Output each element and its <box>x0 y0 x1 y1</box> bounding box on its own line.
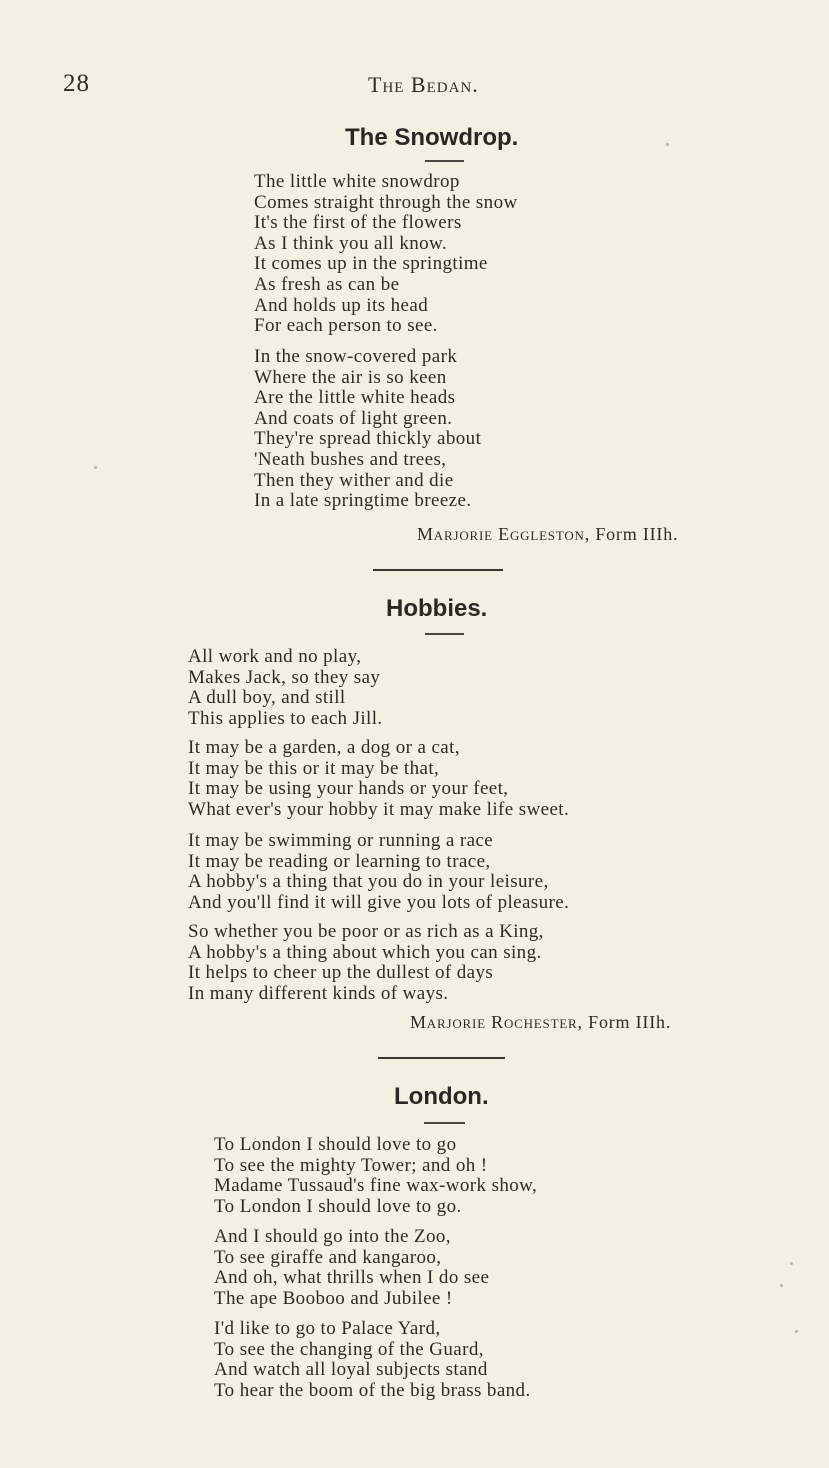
stanza <box>188 738 569 820</box>
poem-line: It may be reading or learning to trace, <box>188 850 491 872</box>
poem-line: It's the first of the flowers <box>254 212 462 234</box>
poem-line: To hear the boom of the big brass band. <box>214 1379 531 1401</box>
stanza <box>188 922 544 1004</box>
poem-line: It may be swimming or running a race <box>188 830 494 851</box>
poem-line: The ape Booboo and Jubilee ! <box>214 1287 453 1309</box>
poem-line: So whether you be poor or as rich as a King, <box>188 921 544 942</box>
poem-line: And watch all loyal subjects stand <box>214 1359 488 1381</box>
poem-line: To see the mighty Tower; and oh ! <box>214 1154 488 1176</box>
poem-line: This applies to each Jill. <box>188 707 383 729</box>
poem-line: In many different kinds of ways. <box>188 982 449 1004</box>
author-name: Marjorie Rochester <box>410 1012 578 1032</box>
poem-line: As fresh as can be <box>254 273 400 295</box>
stanza <box>254 172 518 337</box>
stanza <box>214 1319 531 1401</box>
running-head: The Bedan. <box>368 72 479 97</box>
poem-line: A hobby's a thing that you do in your leisure, <box>188 871 549 893</box>
section-divider <box>378 1057 505 1059</box>
poem-line: 'Neath bushes and trees, <box>254 448 447 470</box>
stanza <box>254 347 481 512</box>
poem-title: The Snowdrop. <box>345 124 519 151</box>
poem-line: To see giraffe and kangaroo, <box>214 1246 442 1268</box>
poem-line: Comes straight through the snow <box>254 191 518 213</box>
poem-line: Madame Tussaud's fine wax-work show, <box>214 1175 538 1197</box>
paper-speck <box>790 1262 793 1265</box>
poem-line: It may be this or it may be that, <box>188 757 440 779</box>
author-form: , Form IIIh. <box>577 1012 672 1032</box>
poem-line: Makes Jack, so they say <box>188 666 381 688</box>
poem-line: A hobby's a thing about which you can sing. <box>188 941 542 963</box>
paper-speck <box>780 1284 783 1287</box>
byline <box>417 524 678 545</box>
poem-line: And holds up its head <box>254 294 429 316</box>
paper-speck <box>666 143 669 146</box>
author-form: , Form IIIh. <box>584 524 679 544</box>
poem-line: In a late springtime breeze. <box>254 490 472 512</box>
poem-line: And oh, what thrills when I do see <box>214 1267 490 1289</box>
stanza <box>188 647 383 729</box>
poem-line: In the snow-covered park <box>254 346 458 367</box>
poem-line: I'd like to go to Palace Yard, <box>214 1318 441 1339</box>
poem-title: Hobbies. <box>386 595 488 622</box>
title-rule <box>424 1122 465 1124</box>
stanza <box>214 1135 537 1217</box>
poem-line: Are the little white heads <box>254 387 456 409</box>
poem-line: For each person to see. <box>254 315 438 337</box>
title-rule <box>425 160 464 162</box>
poem-line: All work and no play, <box>188 646 362 667</box>
poem-line: It may be a garden, a dog or a cat, <box>188 737 460 758</box>
poem-line: And you'll find it will give you lots of pleasure. <box>188 891 570 913</box>
poem-line: And I should go into the Zoo, <box>214 1226 451 1247</box>
poem-line: To see the changing of the Guard, <box>214 1338 484 1360</box>
poem-line: They're spread thickly about <box>254 428 482 450</box>
paper-speck <box>94 466 97 469</box>
poem-line: As I think you all know. <box>254 232 448 254</box>
page-number: 28 <box>63 70 90 97</box>
author-name: Marjorie Eggleston <box>417 524 585 544</box>
poem-line: And coats of light green. <box>254 407 453 429</box>
title-rule <box>425 633 464 635</box>
poem-line: It may be using your hands or your feet, <box>188 778 509 800</box>
poem-line: Then they wither and die <box>254 469 454 491</box>
paper-speck <box>795 1330 798 1333</box>
poem-line: The little white snowdrop <box>254 171 460 192</box>
poem-title: London. <box>394 1083 489 1110</box>
section-divider <box>373 569 503 571</box>
poem-line: To London I should love to go <box>214 1134 457 1155</box>
poem-line: What ever's your hobby it may make life sweet. <box>188 798 570 820</box>
poem-line: It comes up in the springtime <box>254 253 488 275</box>
stanza <box>214 1227 489 1309</box>
poem-line: It helps to cheer up the dullest of days <box>188 962 494 984</box>
stanza <box>188 831 569 913</box>
poem-line: A dull boy, and still <box>188 687 346 709</box>
poem-line: Where the air is so keen <box>254 366 447 388</box>
byline <box>410 1012 671 1033</box>
poem-line: To London I should love to go. <box>214 1195 462 1217</box>
